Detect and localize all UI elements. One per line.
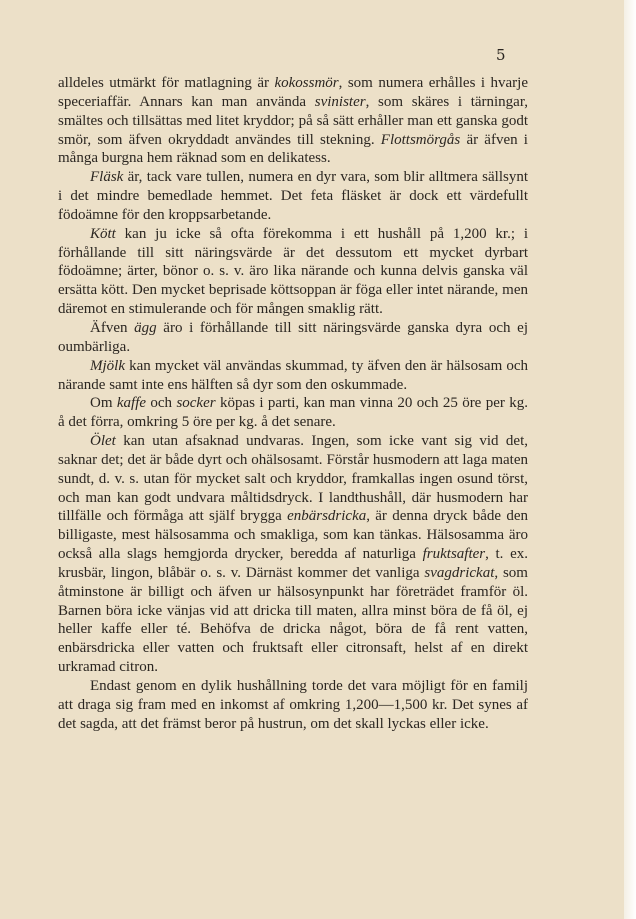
paragraph [58,74,528,168]
paragraph [58,357,528,395]
paragraph [58,168,528,225]
text-run: Endast genom en dylik hushållning torde det vara möjligt för en familj att draga sig fram med en inkomst af omkring 1,200—1,500 kr. Det synes af det sagda, att det främst beror på hustrun, om det skall lyckas eller icke. [58,678,528,732]
emphasized-term: svagdrickat [424,564,495,581]
paragraph [58,394,528,432]
emphasized-term: ägg [134,319,157,336]
paragraph [58,319,528,357]
emphasized-term: socker [176,395,216,412]
text-run: äro i förhållande till sitt näringsvärde ganska dyra och ej oumbärliga. [58,319,528,355]
body-text [58,74,528,734]
emphasized-term: Flottsmörgås [380,131,461,148]
emphasized-term: kaffe [116,395,147,412]
emphasized-term: Kött [90,225,116,242]
text-run: kan mycket väl användas skummad, ty äfven den är hälsosam och närande samt inte ens hälften så dyr som den oskummade. [58,357,528,393]
text-run: , som åtminstone är billigt och äfven ur hälsosynpunkt har företrädet framför öl. Barnen böra icke vänjas vid att dricka till maten, allra minst böra de få öl, ej heller kaffe eller té. Behöfva de dricka något, böra de få rent vatten, enbärsdricka eller vatten och fruktsaft eller citronsaft, helst af en direkt urkramad citron. [58,564,528,676]
emphasized-term: enbärsdricka [287,508,367,525]
emphasized-term: svinister [314,93,366,110]
text-run: , som skäres i tärningar, smältes och tillsättas med litet kryddor; på så sätt erhåller man ett ganska godt smör, som äfven okryddadt användes till stekning. [58,93,528,148]
emphasized-term: Fläsk [90,169,124,186]
text-run: , t. ex. krusbär, lingon, blåbär o. s. v. Därnäst kommer det vanliga [58,546,529,581]
text-run: är, tack vare tullen, numera en dyr vara, som blir alltmera sällsynt i det mindre bemedlade hemmet. Det feta fläsket är dock ett värdefullt födoämne för den kroppsarbetande. [58,169,528,223]
text-run: Äfven [90,319,135,336]
text-run: Om [90,395,117,412]
text-run: , som numera erhålles i hvarje speceriaffär. Annars kan man använda [58,75,528,110]
text-run: och [146,395,177,412]
text-run: alldeles utmärkt för matlagning är [58,75,275,91]
page-edge [624,0,636,919]
paragraph [58,225,528,319]
text-run: kan ju icke så ofta förekomma i ett hushåll på 1,200 kr.; i förhållande till sitt näringsvärde är det dessutom ett mycket dyrbart födoämne; ärter, bönor o. s. v. äro lika närande och kunna delvis ganska väl ersätta kött. Den mycket beprisade köttsoppan är föga eller intet närande, men däremot en stimulerande och för mången smaklig rätt. [58,225,528,318]
text-run: kan utan afsaknad undvaras. Ingen, som icke vant sig vid det, saknar det; det är både dyrt och ohälsosamt. Förstår husmodern att laga maten sundt, d. v. s. utan för mycket salt och kryddor, framkallas ingen osund törst, och man kan godt undvara måltidsdryck. I landthushåll, där husmodern har tillfälle och förmåga att själf brygga [58,433,528,525]
text-run: är äfven i många burgna hem räknad som en delikatess. [58,131,528,167]
text-run: köpas i parti, kan man vinna 20 och 25 öre per kg. å det förra, omkring 5 öre per kg. å det senare. [58,395,528,431]
page-number: 5 [496,46,506,64]
emphasized-term: kokossmör [274,75,339,91]
emphasized-term: Mjölk [90,357,125,374]
emphasized-term: Ölet [90,433,116,450]
text-run: , är denna dryck både den billigaste, mest hälsosamma och smakliga, som kan tänkas. Hälsosamma äro också alla slags hemgjorda drycker, beredda af naturliga [58,508,528,563]
paragraph [58,432,528,677]
emphasized-term: fruktsafter [422,546,486,563]
paragraph [58,677,528,734]
